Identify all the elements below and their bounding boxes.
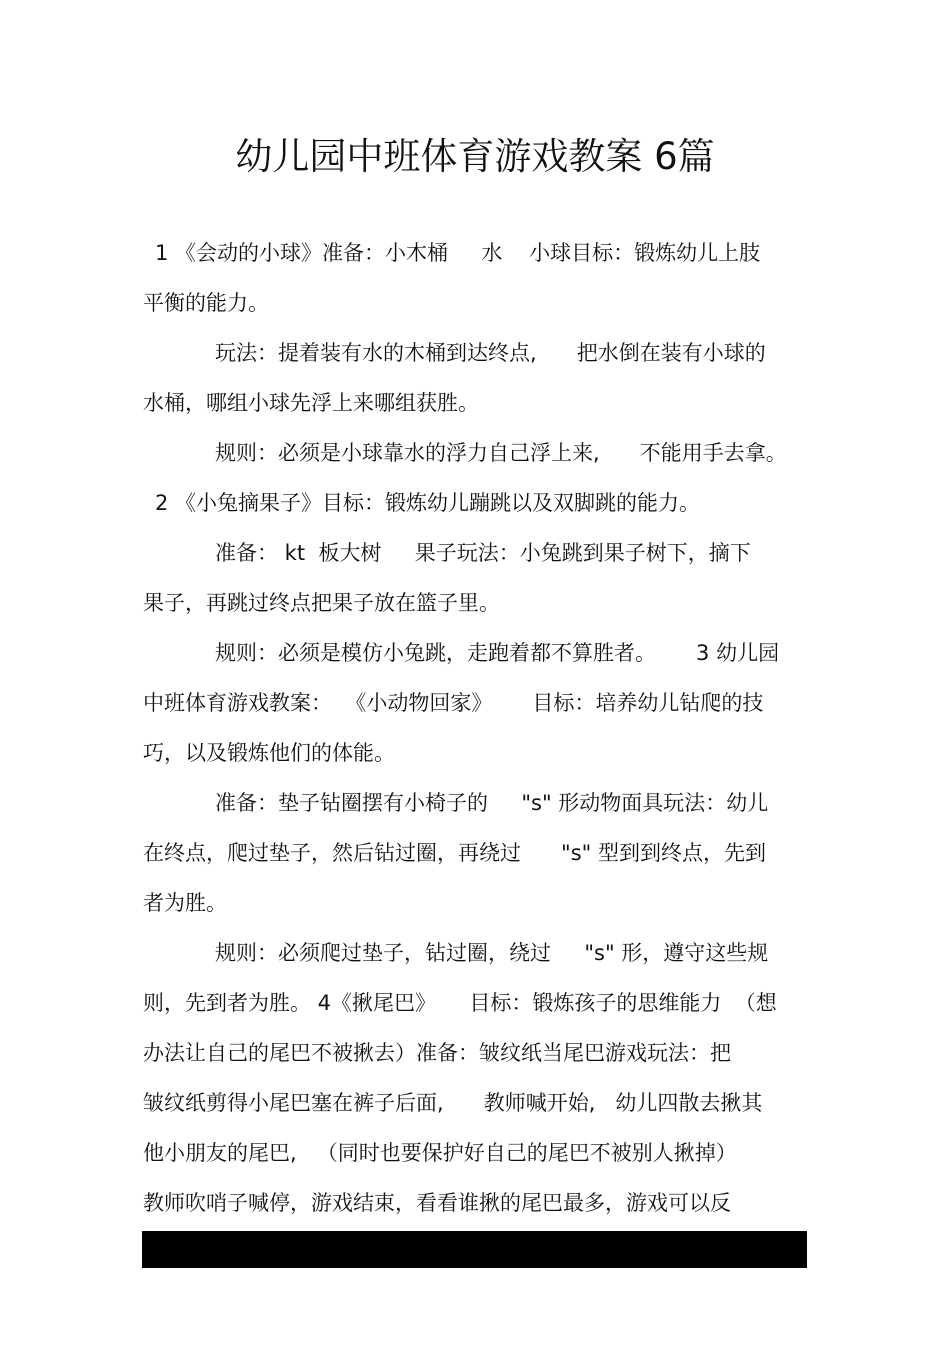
text-line: 果子，再跳过终点把果子放在篮子里。	[143, 591, 500, 615]
text-line: 平衡的能力。	[143, 291, 269, 315]
text-line: 教师吹哨子喊停，游戏结束，看看谁揪的尾巴最多，游戏可以反	[143, 1191, 731, 1215]
text-line: 办法让自己的尾巴不被揪去）准备：皱纹纸当尾巴游戏玩法：把	[143, 1041, 731, 1065]
text-line: 玩法：提着装有水的木桶到达终点, 把水倒在装有小球的	[215, 341, 766, 365]
text-line: 他小朋友的尾巴, （同时也要保护好自己的尾巴不被别人揪掉）	[143, 1141, 737, 1165]
text-line: 在终点，爬过垫子，然后钻过圈，再绕过 "s" 型到到终点，先到	[143, 841, 766, 865]
text-line: 2 《小兔摘果子》目标：锻炼幼儿蹦跳以及双脚跳的能力。	[155, 491, 701, 515]
page-title: 幼儿园中班体育游戏教案 6篇	[235, 135, 715, 178]
text-line: 水桶，哪组小球先浮上来哪组获胜。	[143, 391, 479, 415]
text-line: 准备：垫子钻圈摆有小椅子的 "s" 形动物面具玩法：幼儿	[215, 791, 769, 815]
text-line: 者为胜。	[143, 891, 227, 915]
redaction-bar	[142, 1231, 807, 1268]
text-line: 规则：必须是模仿小兔跳，走跑着都不算胜者。 3 幼儿园	[215, 641, 780, 665]
text-line: 准备： kt 板大树 果子玩法：小兔跳到果子树下，摘下	[215, 541, 751, 565]
text-line: 皱纹纸剪得小尾巴塞在裤子后面, 教师喊开始, 幼儿四散去揪其	[143, 1091, 763, 1115]
text-line: 巧，以及锻炼他们的体能。	[143, 741, 395, 765]
text-line: 规则：必须爬过垫子，钻过圈，绕过 "s" 形，遵守这些规	[215, 941, 769, 965]
text-line: 规则：必须是小球靠水的浮力自己浮上来, 不能用手去拿。	[215, 441, 787, 465]
document-body	[143, 228, 807, 1228]
text-line: 则，先到者为胜。 4《揪尾巴》 目标：锻炼孩子的思维能力 （想	[143, 991, 777, 1015]
text-line: 1 《会动的小球》准备：小木桶 水 小球目标：锻炼幼儿上肢	[155, 241, 761, 265]
text-line: 中班体育游戏教案： 《小动物回家》 目标：培养幼儿钻爬的技	[143, 691, 764, 715]
